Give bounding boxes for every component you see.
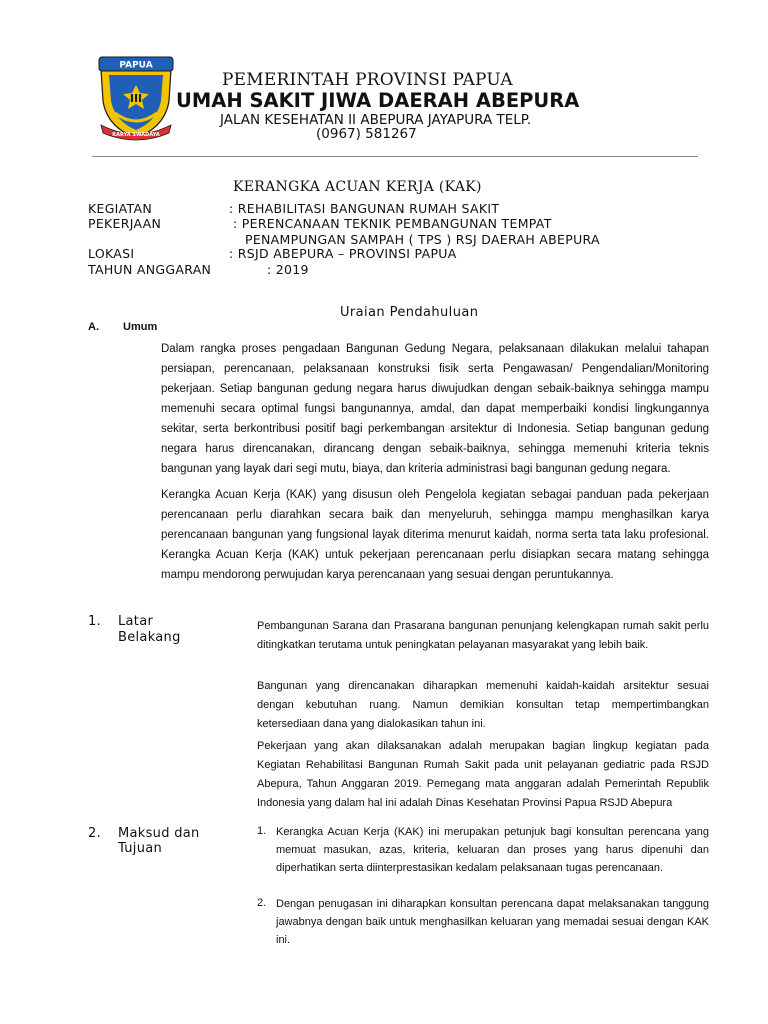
government-heading: PEMERINTAH PROVINSI PAPUA: [222, 70, 513, 90]
maksud-number: 2.: [88, 826, 102, 841]
pekerjaan-value-line1: : PERENCANAAN TEKNIK PEMBANGUNAN TEMPAT: [233, 216, 552, 231]
lokasi-label: LOKASI: [88, 246, 135, 261]
maksud-item-1-text: Kerangka Acuan Kerja (KAK) ini merupakan petunjuk bagi konsultan perencana yang memuat masukan, azas, kriteria, keluaran dan proses yang harus dipenuhi dan diperhatikan serta diinterprestasikan kedalam pelaksanaan tugas perencanaan.: [276, 826, 709, 874]
hospital-name: UMAH SAKIT JIWA DAERAH ABEPURA: [176, 89, 580, 112]
latar-paragraph-1: Pembangunan Sarana dan Prasarana bangunan penunjang kelengkapan rumah sakit perlu ditingkatkan terutama untuk peningkatan pelayanan masyarakat yang lebih baik.: [257, 620, 709, 651]
kegiatan-value: : REHABILITASI BANGUNAN RUMAH SAKIT: [229, 201, 500, 216]
latar-paragraph-2: Bangunan yang direncanakan diharapkan memenuhi kaidah-kaidah arsitektur sesuai dengan kebutuhan ruang. Namun demikian konsultan tetap mempertimbangkan ketersediaan dana yang dialokasikan tahun ini.: [257, 680, 709, 730]
logo-emblem: III: [129, 92, 143, 105]
section-title: Uraian Pendahuluan: [340, 305, 479, 320]
maksud-title-line2: Tujuan: [118, 841, 163, 856]
document-title: KERANGKA ACUAN KERJA (KAK): [233, 179, 482, 195]
maksud-item-1-number: 1.: [257, 825, 267, 837]
hospital-phone: (0967) 581267: [316, 126, 417, 142]
logo-banner-text: PAPUA: [119, 60, 153, 71]
umum-heading: Umum: [123, 321, 158, 333]
latar-title-line2: Belakang: [118, 630, 181, 645]
letterhead-divider: [92, 156, 698, 157]
hospital-address: JALAN KESEHATAN II ABEPURA JAYAPURA TELP.: [220, 112, 532, 128]
logo-motto: KARYA SWADAYA: [112, 132, 160, 138]
kegiatan-label: KEGIATAN: [88, 201, 153, 216]
umum-paragraph-1: Dalam rangka proses pengadaan Bangunan Gedung Negara, pelaksanaan dilakukan melalui tahapan persiapan, perencanaan, pelaksanaan konstruksi fisik serta Pengawasan/ Pengendalian/Monitoring pekerjaan. Setiap bangunan gedung negara harus diwujudkan dengan sebaik-baiknya sehingga mampu memenuhi secara optimal fungsi bangunannya, amdal, dan dapat memperbaiki kondisi lingkungannya sekitar, serta berkontribusi positif bagi perkembangan arsitektur di Indonesia. Setiap bangunan gedung negara harus direncanakan, dirancang dengan sebaik-baiknya, sehingga memenuhi kriteria teknis bangunan yang layak dari segi mutu, biaya, dan kriteria administrasi bagi bangunan gedung negara.: [161, 343, 709, 475]
latar-title-line1: Latar: [118, 614, 154, 629]
maksud-item-2-number: 2.: [257, 897, 267, 909]
tahun-anggaran-label: TAHUN ANGGARAN: [88, 262, 212, 277]
umum-paragraph-2: Kerangka Acuan Kerja (KAK) yang disusun oleh Pengelola kegiatan sebagai panduan pada pekerjaan perencanaan perlu diarahkan secara baik dan menyeluruh, sehingga mampu menghasilkan karya perencanaan bangunan yang fungsional layak diterima menurut kaidah, norma serta tata laku profesional. Kerangka Acuan Kerja (KAK) untuk pekerjaan perencanaan perlu disiapkan secara matang sehingga mampu mendorong perwujudan karya perencanaan yang sesuai dengan peruntukannya.: [161, 489, 709, 581]
maksud-item-2-text: Dengan penugasan ini diharapkan konsultan perencana dapat melaksanakan tanggung jawabnya dengan baik untuk menghasilkan keluaran yang memadai sesuai dengan KAK ini.: [276, 898, 709, 946]
latar-paragraph-3: Pekerjaan yang akan dilaksanakan adalah merupakan bagian lingkup kegiatan pada Kegiatan Rehabilitasi Bangunan Rumah Sakit pada unit pelayanan gediatric pada RSJD Abepura, Tahun Anggaran 2019. Pemegang mata anggaran adalah Pemerintah Republik Indonesia yang dalam hal ini adalah Dinas Kesehatan Provinsi Papua RSJD Abepura: [257, 740, 709, 809]
pekerjaan-label: PEKERJAAN: [88, 216, 162, 231]
tahun-anggaran-value: : 2019: [267, 262, 309, 277]
latar-number: 1.: [88, 614, 102, 629]
papua-province-logo: [93, 55, 179, 141]
maksud-title-line1: Maksud dan: [118, 826, 200, 841]
lokasi-value: : RSJD ABEPURA – PROVINSI PAPUA: [229, 246, 457, 261]
pekerjaan-value-line2: PENAMPUNGAN SAMPAH ( TPS ) RSJ DAERAH ABEPURA: [245, 232, 600, 247]
umum-letter: A.: [88, 321, 99, 333]
